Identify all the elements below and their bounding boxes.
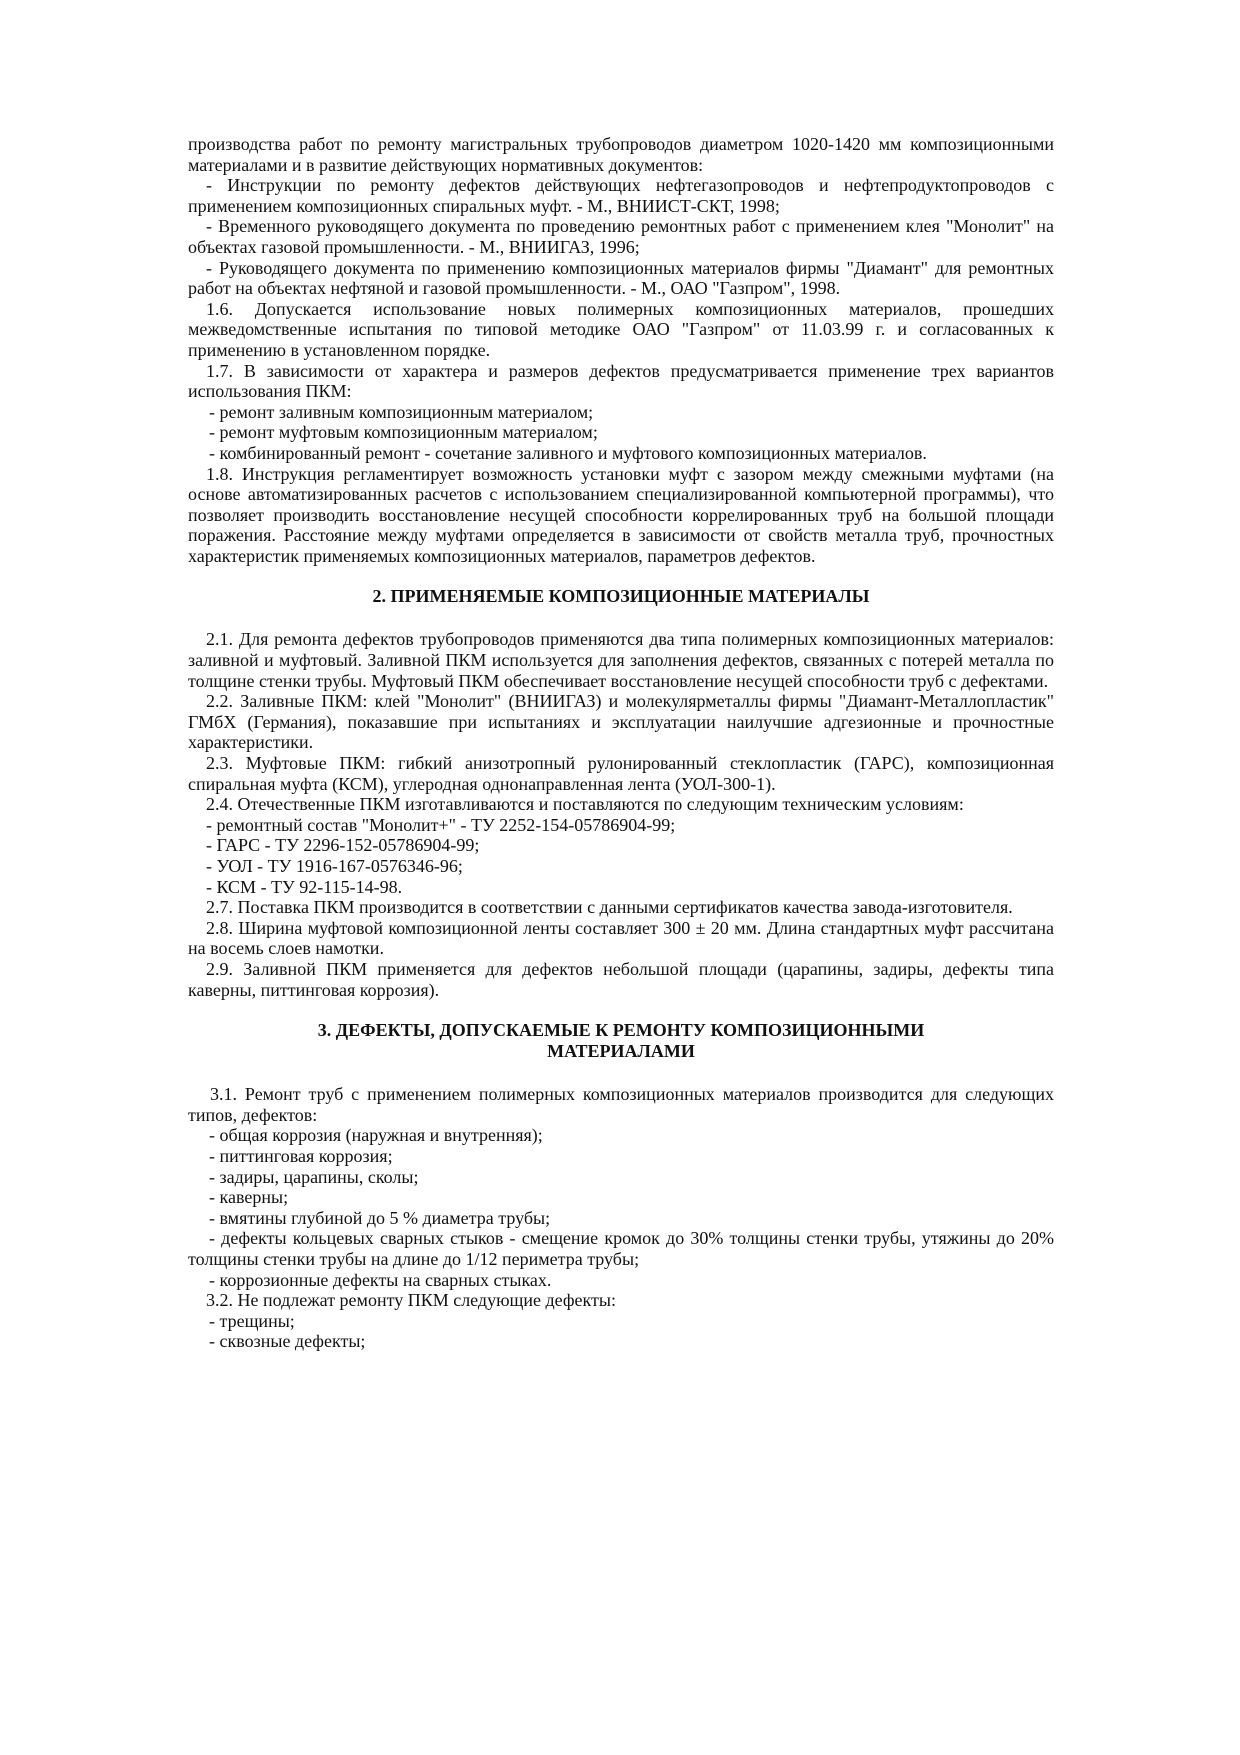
- paragraph: - дефекты кольцевых сварных стыков - смещение кромок до 30% толщины стенки трубы, утяжины до 20% толщины стенки трубы на длине до 1/12 периметра трубы;: [188, 1228, 1054, 1269]
- paragraph: - УОЛ - ТУ 1916-167-0576346-96;: [206, 856, 463, 876]
- paragraph: - каверны;: [209, 1187, 289, 1208]
- paragraph: - общая коррозия (наружная и внутренняя);: [209, 1125, 543, 1146]
- paragraph: 2.9. Заливной ПКМ применяется для дефектов небольшой площади (царапины, задиры, дефекты типа каверны, питтинговая коррозия).: [188, 958, 1054, 1000]
- paragraph: 1.6. Допускается использование новых полимерных композиционных материалов, прошедших межведомственные испытания по типовой методике ОАО "Газпром" от 11.03.99 г. и согласованных к применению в установленном порядке.: [188, 298, 1054, 360]
- paragraph: - ГАРС - ТУ 2296-152-05786904-99;: [206, 835, 480, 856]
- paragraph: - вмятины глубиной до 5 % диаметра трубы;: [209, 1207, 551, 1228]
- paragraph: - питтинговая коррозия;: [209, 1145, 393, 1166]
- paragraph: - КСМ - ТУ 92-115-14-98.: [206, 876, 403, 897]
- paragraph: - комбинированный ремонт - сочетание заливного и муфтового композиционных материалов.: [209, 442, 927, 463]
- paragraph: 2.2. Заливные ПКМ: клей "Монолит" (ВНИИГАЗ) и молекулярметаллы фирмы "Диамант-Металлопластик" ГМбХ (Германия), показавшие при испытаниях и эксплуатации наилучшие адгезионные и прочностные характеристики.: [188, 691, 1054, 753]
- paragraph: - трещины;: [209, 1310, 295, 1331]
- paragraph: 2.8. Ширина муфтовой композиционной ленты составляет 300 ± 20 мм. Длина стандартных муфт рассчитана на восемь слоев намотки.: [188, 917, 1054, 959]
- paragraph: - Временного руководящего документа по проведению ремонтных работ с применением клея "Монолит" на объектах газовой промышленности. - М., ВНИИГАЗ, 1996;: [188, 216, 1054, 257]
- paragraph: - коррозионные дефекты на сварных стыках.: [209, 1269, 552, 1290]
- paragraph: 3.1. Ремонт труб с применением полимерных композиционных материалов производится для следующих типов, дефектов:: [188, 1084, 1054, 1125]
- paragraph: 2.4. Отечественные ПКМ изготавливаются и поставляются по следующим техническим условиям:: [206, 794, 964, 815]
- paragraph: - задиры, царапины, сколы;: [209, 1166, 419, 1187]
- document-page: [188, 134, 1054, 1352]
- section-heading: 3. ДЕФЕКТЫ, ДОПУСКАЕМЫЕ К РЕМОНТУ КОМПОЗИЦИОННЫМИ МАТЕРИАЛАМИ: [317, 1020, 925, 1062]
- section-heading: 2. ПРИМЕНЯЕМЫЕ КОМПОЗИЦИОННЫЕ МАТЕРИАЛЫ: [372, 586, 870, 607]
- paragraph: 1.8. Инструкция регламентирует возможность установки муфт с зазором между смежными муфтами (на основе автоматизированных расчетов с использованием специализированной компьютерной программы), что позволяет производить восстановление несущей способности коррелированных труб на большой площади поражения. Расстояние между муфтами определяется в зависимости от свойств металла труб, прочностных характеристик применяемых композиционных материалов, параметров дефектов.: [188, 463, 1054, 566]
- paragraph: 2.1. Для ремонта дефектов трубопроводов применяются два типа полимерных композиционных материалов: заливной и муфтовый. Заливной ПКМ используется для заполнения дефектов, связанных с потерей металла по толщине стенки трубы. Муфтовый ПКМ обеспечивает восстановление несущей способности труб с дефектами.: [188, 629, 1054, 691]
- paragraph: - сквозные дефекты;: [209, 1331, 366, 1352]
- paragraph: 3.2. Не подлежат ремонту ПКМ следующие дефекты:: [206, 1290, 617, 1311]
- paragraph: - Инструкции по ремонту дефектов действующих нефтегазопроводов и нефтепродуктопроводов с применением композиционных спиральных муфт. - М., ВНИИСТ-СКТ, 1998;: [188, 175, 1054, 216]
- paragraph: - ремонтный состав "Монолит+" - ТУ 2252-154-05786904-99;: [206, 814, 676, 835]
- paragraph: - Руководящего документа по применению композиционных материалов фирмы "Диамант" для ремонтных работ на объектах нефтяной и газовой промышленности. - М., ОАО "Газпром", 1998.: [188, 257, 1054, 299]
- paragraph: 1.7. В зависимости от характера и размеров дефектов предусматривается применение трех вариантов использования ПКМ:: [188, 360, 1054, 402]
- paragraph: - ремонт заливным композиционным материалом;: [209, 401, 594, 422]
- paragraph: 2.3. Муфтовые ПКМ: гибкий анизотропный рулонированный стеклопластик (ГАРС), композиционная спиральная муфта (КСМ), углеродная однонаправленная лента (УОЛ-300-1).: [188, 753, 1054, 794]
- paragraph: 2.7. Поставка ПКМ производится в соответствии с данными сертификатов качества завода-изготовителя.: [206, 897, 1013, 918]
- paragraph: - ремонт муфтовым композиционным материалом;: [209, 422, 598, 443]
- paragraph: производства работ по ремонту магистральных трубопроводов диаметром 1020-1420 мм композиционными материалами и в развитие действующих нормативных документов:: [188, 134, 1054, 175]
